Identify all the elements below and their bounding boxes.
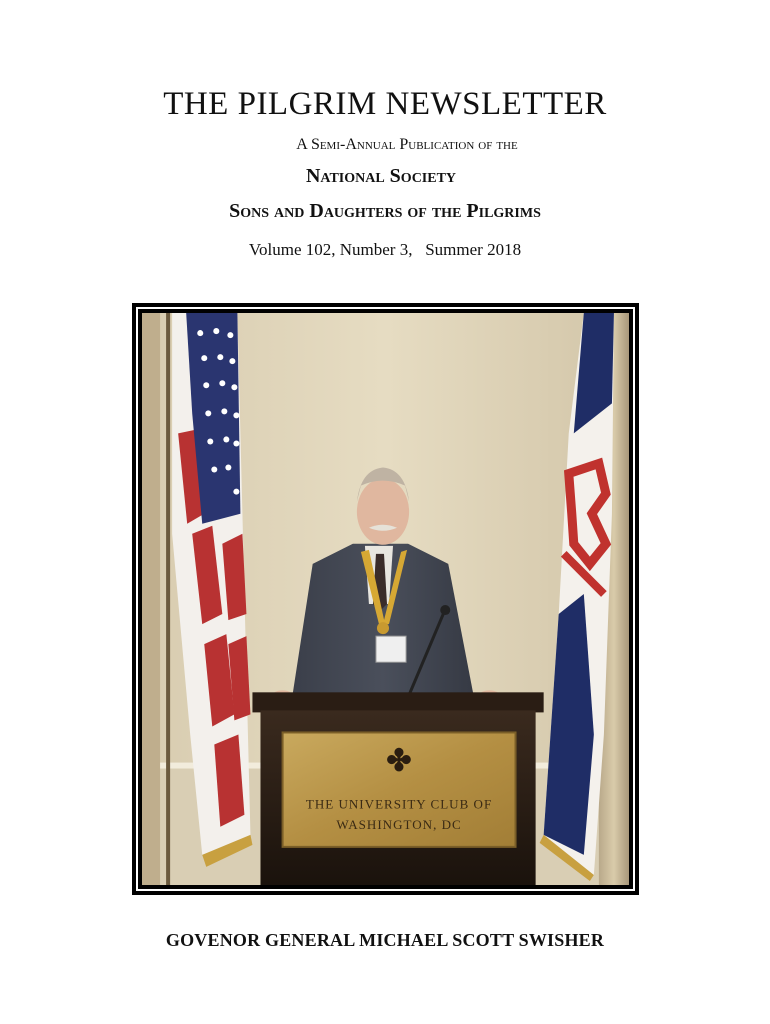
society-name-line2: Sons and Daughters of the Pilgrims	[229, 200, 541, 222]
newsletter-title: THE PILGRIM NEWSLETTER	[163, 86, 607, 122]
plaque-line2: WASHINGTON, DC	[336, 816, 462, 832]
society-name-line1: National Society	[305, 165, 457, 187]
cover-photo-border	[136, 307, 635, 891]
photo-caption: GOVENOR GENERAL MICHAEL SCOTT SWISHER	[165, 930, 605, 950]
plaque-line1: THE UNIVERSITY CLUB OF	[305, 796, 493, 812]
publication-subtitle: A Semi-Annual Publication of the	[296, 136, 518, 153]
volume-issue-line: Volume 102, Number 3, Summer 2018	[248, 240, 522, 259]
cover-photo	[142, 313, 629, 885]
svg-text:✤: ✤	[386, 743, 412, 778]
podium	[252, 692, 543, 885]
cover-photo-frame	[132, 303, 639, 895]
